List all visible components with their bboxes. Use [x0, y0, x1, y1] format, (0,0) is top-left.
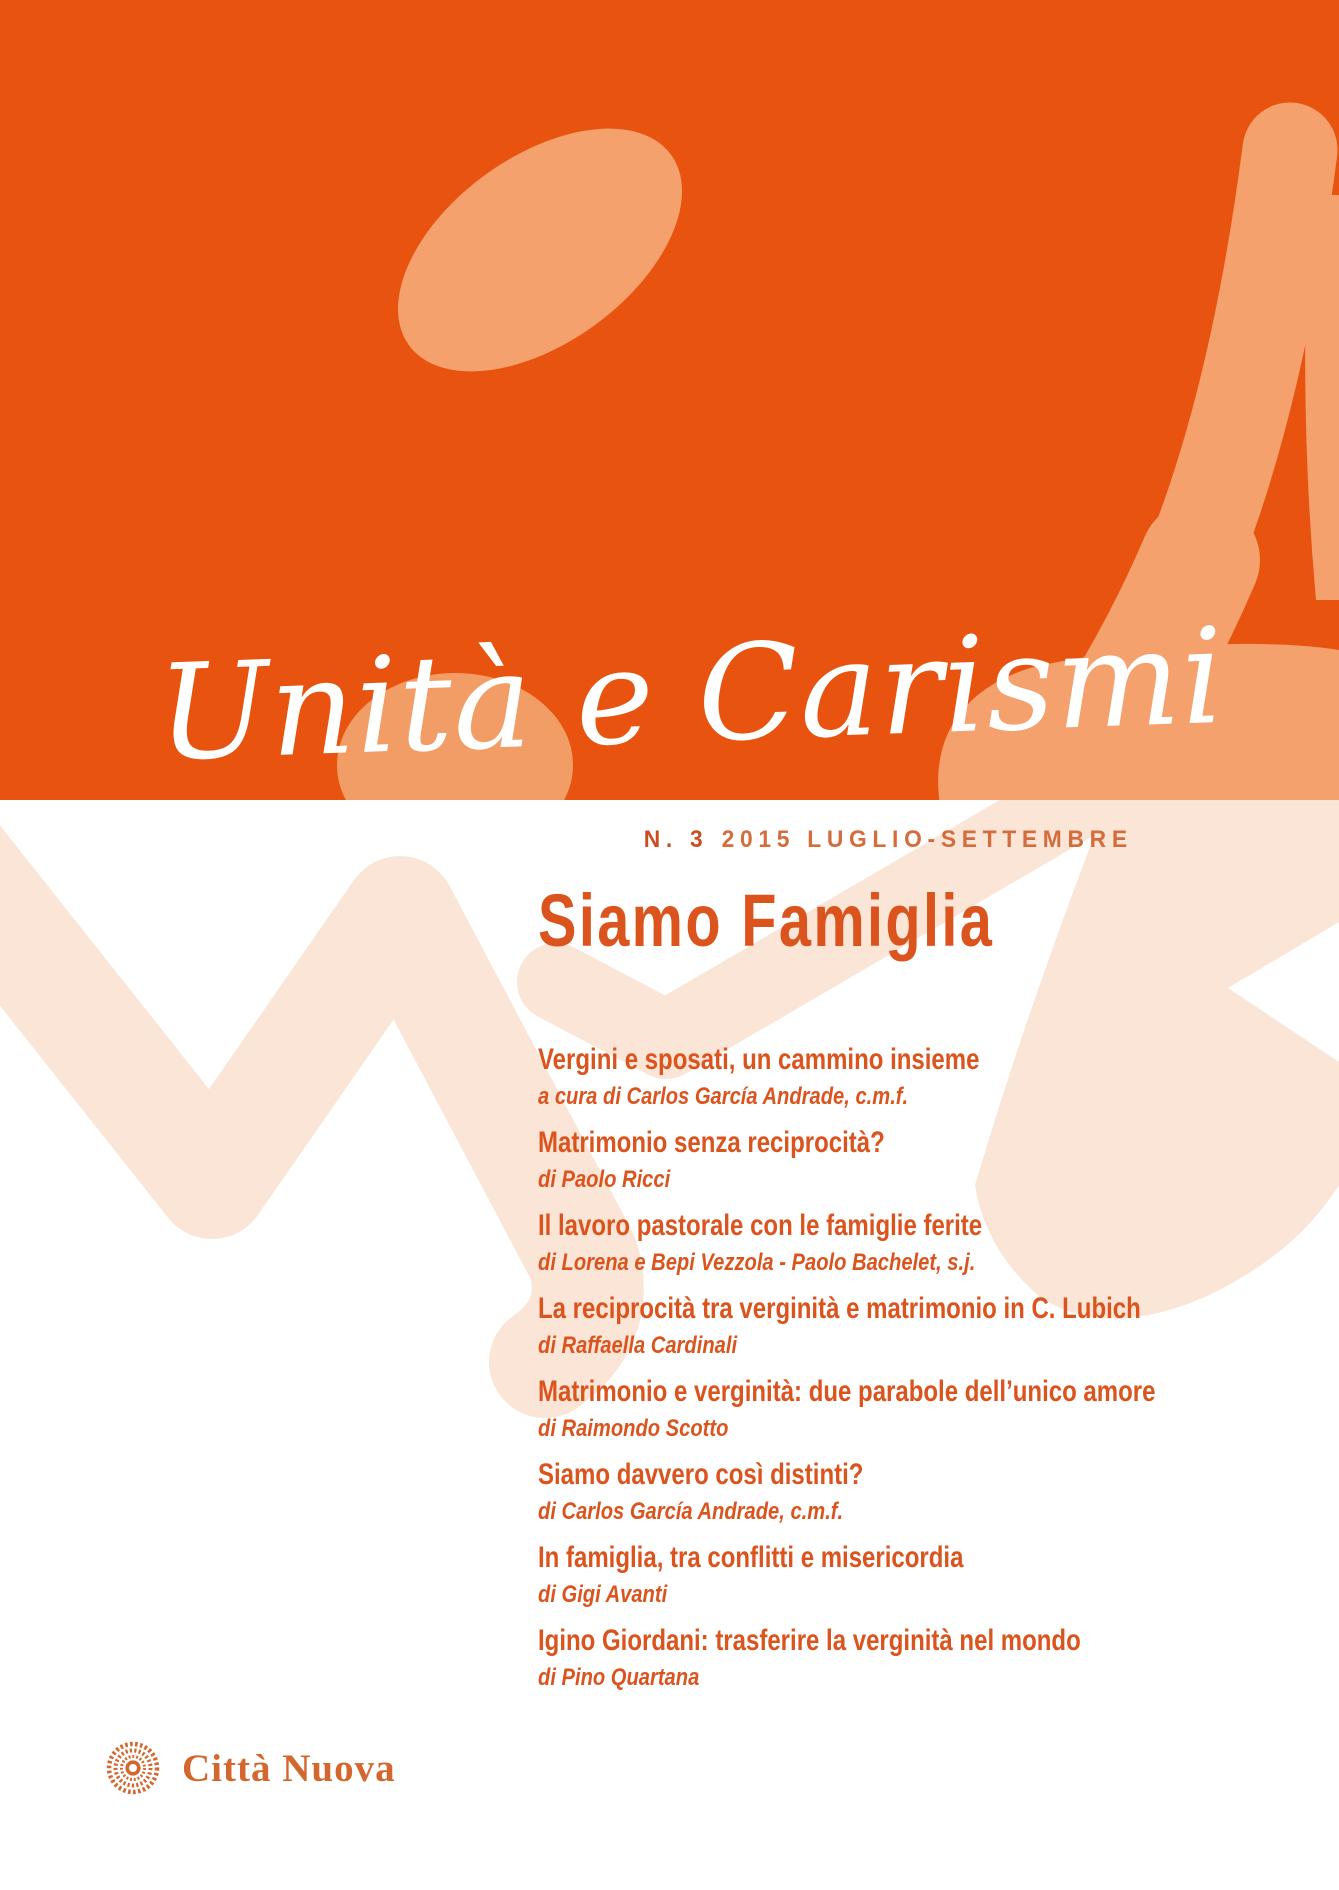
article-author: di Raimondo Scotto — [538, 1415, 729, 1442]
toc-article — [538, 1210, 1238, 1293]
article-author: di Carlos García Andrade, c.m.f. — [538, 1498, 844, 1525]
article-title: Il lavoro pastorale con le famiglie ferite — [538, 1209, 983, 1242]
article-author: di Raffaella Cardinali — [538, 1332, 738, 1359]
issue-number: N. 3 — [644, 826, 709, 853]
article-author: a cura di Carlos García Andrade, c.m.f. — [538, 1083, 909, 1110]
table-of-contents — [538, 1044, 1238, 1708]
publisher-logo — [106, 1741, 396, 1795]
article-title: Igino Giordani: trasferire la verginità nel mondo — [538, 1624, 1081, 1657]
masthead-title: Unità e Carismi — [155, 599, 1228, 791]
toc-article — [538, 1127, 1238, 1210]
toc-article — [538, 1542, 1238, 1625]
article-title: La reciprocità tra verginità e matrimonio in C. Lubich — [538, 1292, 1141, 1325]
article-author: di Pino Quartana — [538, 1664, 700, 1691]
publisher-name: Città Nuova — [182, 1746, 396, 1790]
article-title: Siamo davvero così distinti? — [538, 1458, 864, 1491]
toc-article — [538, 1293, 1238, 1376]
toc-article — [538, 1625, 1238, 1708]
article-author: di Gigi Avanti — [538, 1581, 668, 1608]
article-title: Matrimonio senza reciprocità? — [538, 1126, 885, 1159]
article-author: di Paolo Ricci — [538, 1166, 671, 1193]
rosette-mosaic-icon — [106, 1741, 160, 1795]
issue-period: 2015 LUGLIO-SETTEMBRE — [721, 826, 1133, 853]
toc-article — [538, 1459, 1238, 1542]
article-title: In famiglia, tra conflitti e misericordia — [538, 1541, 964, 1574]
issue-line — [644, 826, 1133, 854]
toc-article — [538, 1376, 1238, 1459]
article-author: di Lorena e Bepi Vezzola - Paolo Bachelet, s.j. — [538, 1249, 976, 1276]
article-title: Matrimonio e verginità: due parabole dell’unico amore — [538, 1375, 1156, 1408]
article-title: Vergini e sposati, un cammino insieme — [538, 1043, 980, 1076]
toc-article — [538, 1044, 1238, 1127]
issue-theme-title: Siamo Famiglia — [538, 879, 995, 962]
